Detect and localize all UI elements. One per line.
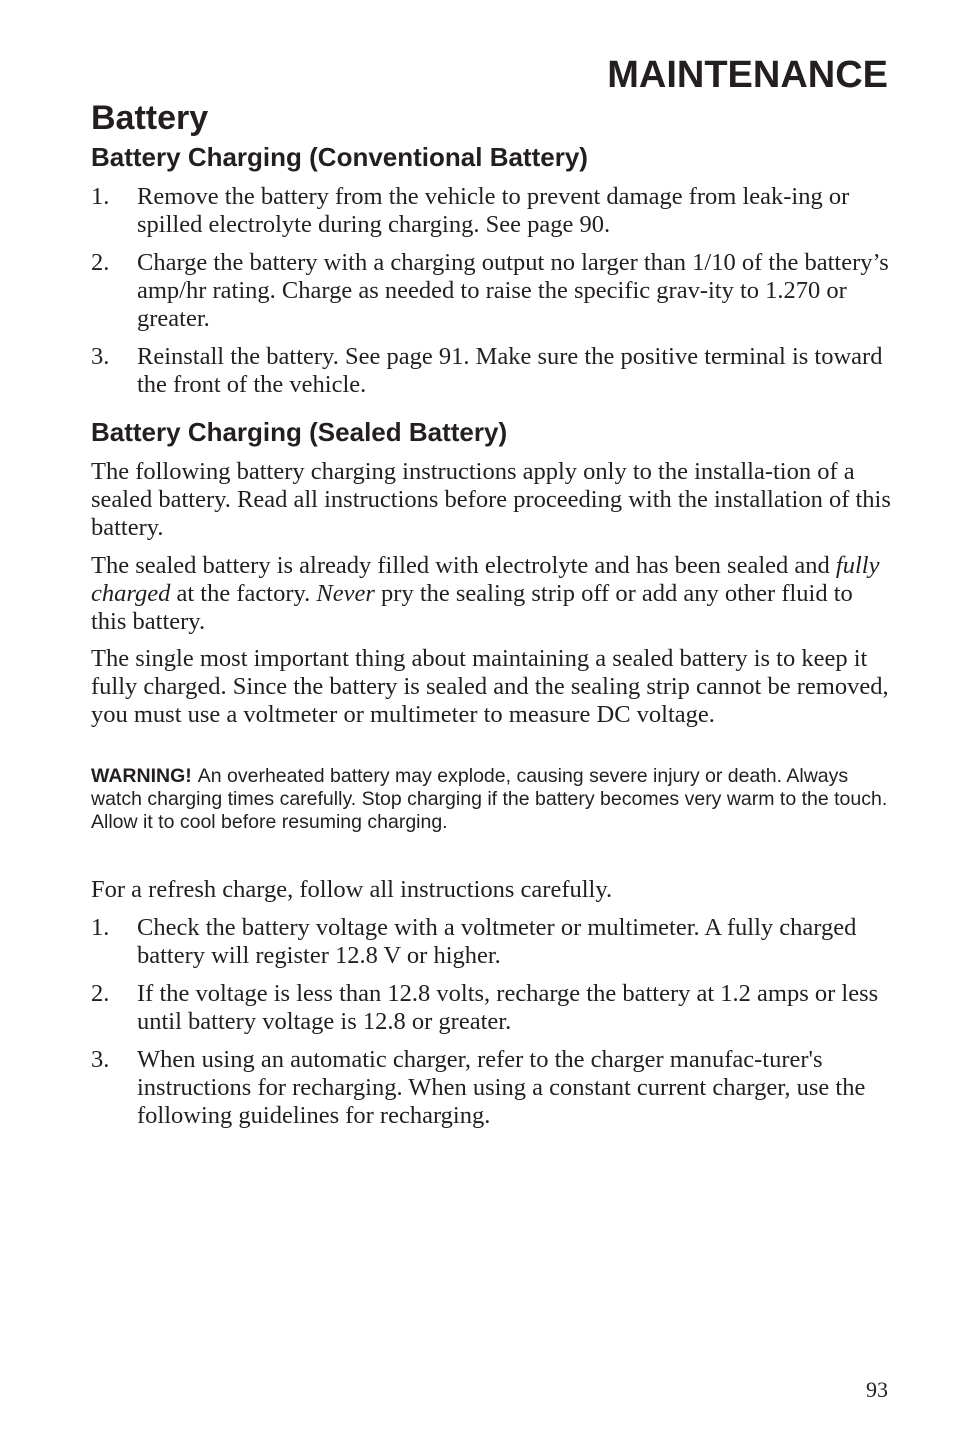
sealed-paragraph-3: The single most important thing about maintaining a sealed battery is to keep it fully charged. Since the battery is sealed and the sealing strip cannot be removed, you must use a voltmeter or multimeter to measure DC voltage. [91, 645, 889, 728]
list-item [91, 1046, 891, 1130]
refresh-intro: For a refresh charge, follow all instructions carefully. [91, 876, 613, 903]
step-text: If the voltage is less than 12.8 volts, recharge the battery at 1.2 amps or less until battery voltage is 12.8 or greater. [137, 980, 879, 1035]
sealed-paragraph-2 [91, 552, 891, 636]
step-number: 3. [91, 1046, 110, 1073]
list-item [91, 183, 891, 239]
step-number: 1. [91, 914, 110, 941]
list-item [91, 343, 891, 399]
step-text: Remove the battery from the vehicle to prevent damage from leak-ing or spilled electrolyte during charging. See page 90. [137, 183, 850, 238]
step-number: 3. [91, 343, 110, 370]
step-number: 2. [91, 980, 110, 1007]
step-text: Check the battery voltage with a voltmeter or multimeter. A fully charged battery will register 12.8 V or higher. [137, 914, 857, 969]
para2-emphasis-fully-charged: fully charged [91, 552, 880, 607]
conventional-steps [91, 183, 891, 399]
para2-emphasis-never: Never [316, 580, 375, 607]
refresh-steps [91, 914, 891, 1130]
conventional-heading: Battery Charging (Conventional Battery) [91, 142, 588, 172]
warning-text: An overheated battery may explode, causing severe injury or death. Always watch charging times carefully. Stop charging if the battery becomes very warm to the touch. Allow it to cool before resuming charging. [91, 765, 888, 833]
list-item [91, 249, 891, 333]
step-text: When using an automatic charger, refer to the charger manufac-turer's instructions for recharging. When using a constant current charger, use the following guidelines for recharging. [137, 1046, 866, 1129]
page-number: 93 [866, 1377, 888, 1402]
para2-text-c: at the factory. [170, 580, 317, 607]
chapter-title: MAINTENANCE [607, 54, 888, 96]
step-number: 1. [91, 183, 110, 210]
para2-text-e: pry the sealing strip off or add any other fluid to this battery. [91, 580, 853, 635]
section-title: Battery [91, 99, 209, 137]
step-text: Reinstall the battery. See page 91. Make sure the positive terminal is toward the front of the vehicle. [137, 343, 883, 398]
list-item [91, 914, 891, 970]
list-item [91, 980, 891, 1036]
para2-text-a: The sealed battery is already filled with electrolyte and has been sealed and [91, 552, 836, 579]
sealed-heading: Battery Charging (Sealed Battery) [91, 417, 508, 447]
step-number: 2. [91, 249, 110, 276]
warning-label: WARNING! [91, 765, 192, 787]
warning-note [91, 765, 891, 834]
step-text: Charge the battery with a charging output no larger than 1/10 of the battery’s amp/hr rating. Charge as needed to raise the specific grav-ity to 1.270 or greater. [137, 249, 889, 332]
sealed-intro: The following battery charging instructions apply only to the installa-tion of a sealed battery. Read all instructions before proceeding with the installation of this battery. [91, 458, 891, 541]
